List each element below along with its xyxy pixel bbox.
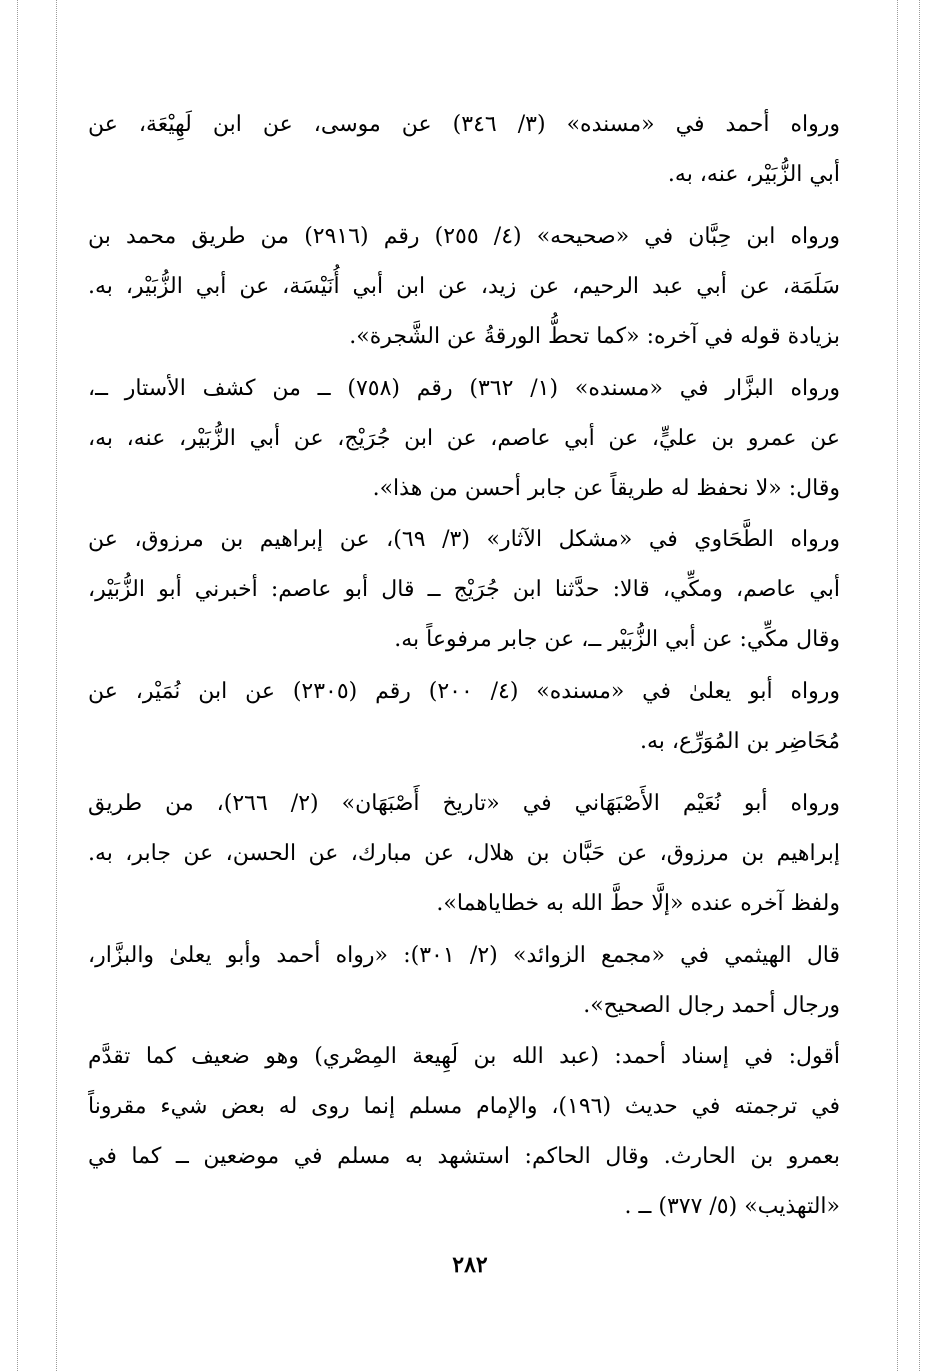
text-line: أبي عاصم، ومكِّي، قالا: حدَّثنا ابن جُرَيْج ــ قال أبو عاصم: أخبرني أبو الزُّبَيْر، (88, 577, 840, 602)
paragraph-bazzar (88, 364, 840, 514)
text-line: مُحَاضِر بن المُوَرِّع، به. (639, 729, 840, 754)
text-line: أقول: في إسناد أحمد: (عبد الله بن لَهِيعة المِصْري) وهو ضعيف كما تقدَّم (88, 1044, 840, 1069)
margin-guide-line (919, 0, 920, 1371)
text-line: ورواه ابن حِبَّان في «صحيحه» (٤/ ٢٥٥) رقم (٢٩١٦) من طريق محمد بن (88, 224, 840, 249)
text-line: ولفظ آخره عنده «إلَّا حطَّ الله به خطاياهما». (436, 891, 840, 916)
text-line: وقال مكِّي: عن أبي الزُّبَيْر ــ، عن جابر مرفوعاً به. (394, 627, 840, 652)
text-line: ورواه أبو نُعَيْم الأَصْبَهَاني في «تاريخ أَصْبَهَان» (٢/ ٢٦٦)، من طريق (88, 791, 840, 816)
text-line: سَلَمَة، عن أبي عبد الرحيم، عن زيد، عن ابن أبي أُنَيْسَة، عن أبي الزُّبَيْر، به. (88, 274, 840, 299)
text-line: بعمرو بن الحارث. وقال الحاكم: استشهد به مسلم في موضعين ــ كما في (88, 1144, 840, 1169)
text-line: ورجال أحمد رجال الصحيح». (583, 993, 840, 1018)
paragraph-abu-yala (88, 667, 840, 767)
text-line: قال الهيثمي في «مجمع الزوائد» (٢/ ٣٠١): «رواه أحمد وأبو يعلىٰ والبزَّار، (88, 943, 840, 968)
paragraph-abu-nuaym (88, 779, 840, 929)
text-line: ورواه أحمد في «مسنده» (٣/ ٣٤٦) عن موسى، عن ابن لَهِيْعَة، عن (88, 112, 840, 137)
paragraph-ahmad-musnad (88, 100, 840, 200)
paragraph-haythami (88, 931, 840, 1031)
text-line: عن عمرو بن عليٍّ، عن أبي عاصم، عن ابن جُرَيْج، عن أبي الزُّبَيْر، عنه، به، (88, 426, 840, 451)
text-line: في ترجمته في حديث (١٩٦)، والإمام مسلم إنما روى له بعض شيء مقروناً (88, 1094, 840, 1119)
text-line: «التهذيب» (٥/ ٣٧٧) ــ . (624, 1194, 840, 1219)
page-number: ٢٨٢ (452, 1252, 488, 1278)
margin-guide-line (897, 0, 898, 1371)
text-line: بزيادة قوله في آخره: «كما تحطُّ الورقةُ عن الشَّجرة». (349, 324, 840, 349)
margin-guide-line (17, 0, 18, 1371)
paragraph-tahawi (88, 515, 840, 665)
text-line: ورواه الطَّحَاوي في «مشكل الآثار» (٣/ ٦٩)، عن إبراهيم بن مرزوق، عن (88, 527, 840, 552)
paragraph-ibn-hibban (88, 212, 840, 362)
text-line: أبي الزُّبَيْر، عنه، به. (667, 162, 840, 187)
paragraph-author-comment (88, 1032, 840, 1232)
text-line: وقال: «لا نحفظ له طريقاً عن جابر أحسن من هذا». (372, 476, 840, 501)
text-line: ورواه البزَّار في «مسنده» (١/ ٣٦٢) رقم (٧٥٨) ــ من كشف الأستار ــ، (88, 376, 840, 401)
text-line: ورواه أبو يعلىٰ في «مسنده» (٤/ ٢٠٠) رقم (٢٣٠٥) عن ابن نُمَيْر، عن (88, 679, 840, 704)
margin-guide-line (56, 0, 57, 1371)
text-line: إبراهيم بن مرزوق، عن حَبَّان بن هلال، عن مبارك، عن الحسن، عن جابر، به. (88, 841, 840, 866)
